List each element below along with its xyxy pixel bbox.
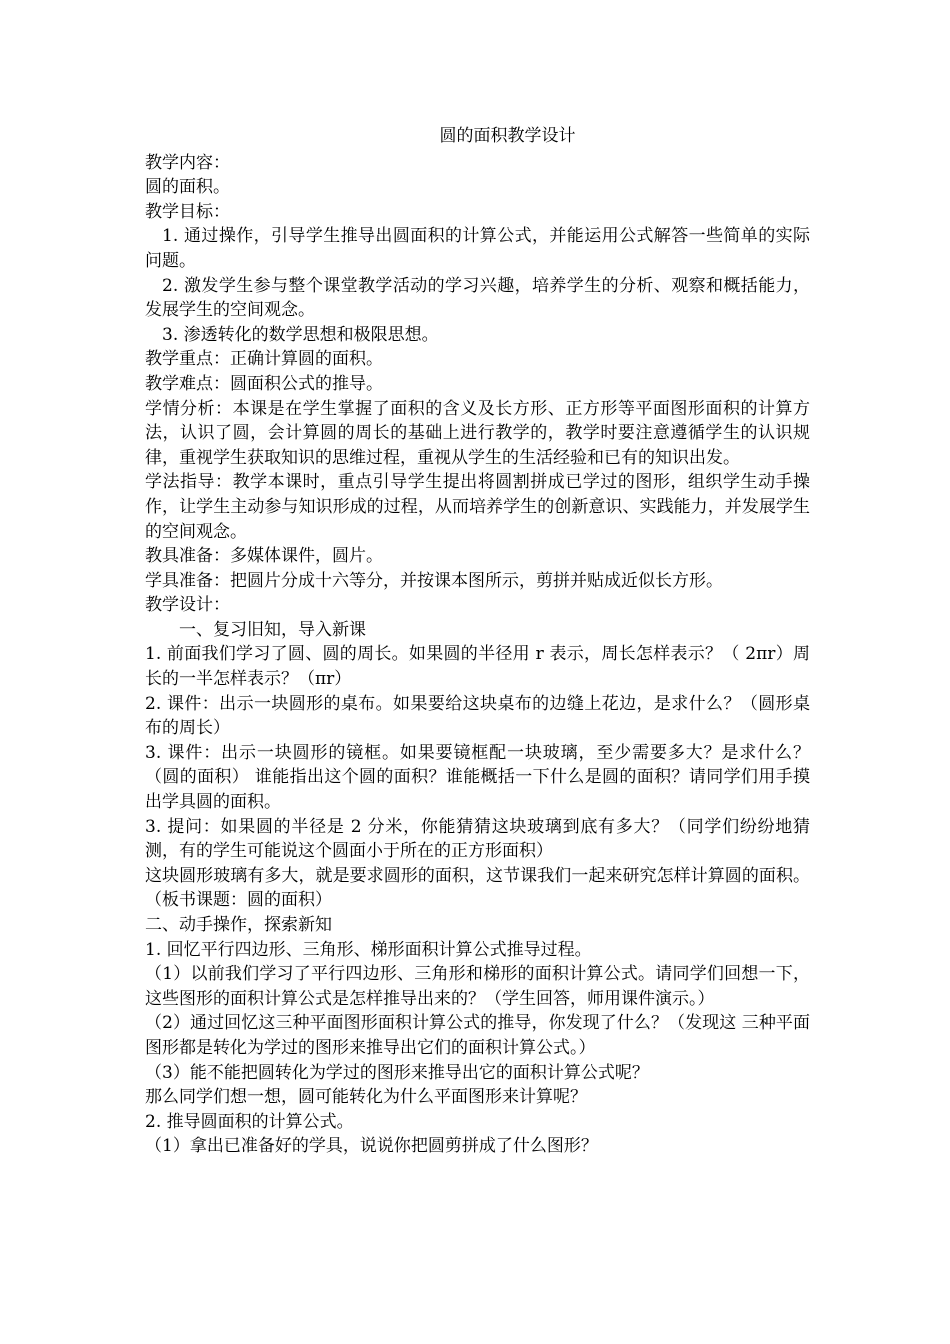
goal-item-3: 3. 渗透转化的数学思想和极限思想。 <box>162 324 439 345</box>
section-heading-1: 一、复习旧知，导入新课 <box>179 619 366 640</box>
section-label-design: 教学设计： <box>145 595 230 616</box>
document-title: 圆的面积教学设计 <box>439 126 576 146</box>
difficult-point: 教学难点：圆面积公式的推导。 <box>145 373 383 394</box>
learning-aids: 学具准备：把圆片分成十六等分，并按课本图所示，剪拼并贴成近似长方形。 <box>145 570 723 591</box>
review-item-1: 1. 前面我们学习了圆、圆的周长。如果圆的半径用 r 表示，周长怎样表示？（ 2πr）周长的一半怎样表示？（πr） <box>145 644 810 690</box>
teaching-aids: 教具准备：多媒体课件，圆片。 <box>145 546 383 567</box>
review-item-4: 3. 提问：如果圆的半径是 2 分米，你能猜猜这块玻璃到底有多大？（同学们纷纷地猜测，有的学生可能说这个圆面小于所在的正方形面积） <box>145 816 810 862</box>
section-label-content: 教学内容： <box>145 152 230 173</box>
review-item-3: 3. 课件：出示一块圆形的镜框。如果要镜框配一块玻璃，至少需要多大？是求什么？（圆的面积） 谁能指出这个圆的面积？谁能概括一下什么是圆的面积？请同学们用手摸出学具圆的面积。 <box>145 742 810 813</box>
review-item-2: 2. 课件：出示一块圆形的桌布。如果要给这块桌布的边缝上花边，是求什么？（圆形桌布的周长） <box>145 693 810 739</box>
explore-subitem-2: （2）通过回忆这三种平面图形面积计算公式的推导，你发现了什么？（发现这 三种平面图形都是转化为学过的图形来推导出它们的面积计算公式。） <box>145 1013 810 1058</box>
key-point: 教学重点：正确计算圆的面积。 <box>145 349 383 370</box>
document-page <box>145 124 810 1159</box>
content-text: 圆的面积。 <box>145 177 230 198</box>
goal-item-2: 2. 激发学生参与整个课堂教学活动的学习兴趣，培养学生的分析、观察和概括能力，发展学生的空间观念。 <box>145 275 810 321</box>
explore-subitem-3: （3）能不能把圆转化为学过的图形来推导出它的面积计算公式呢？ <box>145 1062 649 1083</box>
section-heading-2: 二、动手操作，探索新知 <box>145 915 332 935</box>
goal-item-1: 1. 通过操作，引导学生推导出圆面积的计算公式，并能运用公式解答一些简单的实际问题。 <box>145 226 810 271</box>
student-analysis: 学情分析：本课是在学生掌握了面积的含义及长方形、正方形等平面图形面积的计算方法，认识了圆，会计算圆的周长的基础上进行教学的，教学时要注意遵循学生的认识规律，重视学生获取知识的思维过程，重视从学生的生活经验和已有的知识出发。 <box>145 398 810 468</box>
intro-summary: 这块圆形玻璃有多大，就是要求圆形的面积，这节课我们一起来研究怎样计算圆的面积。（板书课题：圆的面积） <box>145 865 810 911</box>
explore-question: 那么同学们想一想，圆可能转化为什么平面图形来计算呢？ <box>145 1087 587 1108</box>
explore-item-1: 1. 回忆平行四边形、三角形、梯形面积计算公式推导过程。 <box>145 939 592 960</box>
derive-subitem-1: （1）拿出已准备好的学具，说说你把圆剪拼成了什么图形？ <box>145 1136 598 1157</box>
section-label-goals: 教学目标： <box>145 201 230 222</box>
explore-subitem-1: （1）以前我们学习了平行四边形、三角形和梯形的面积计算公式。请同学们回想一下，这些图形的面积计算公式是怎样推导出来的？（学生回答，师用课件演示。） <box>145 964 810 1009</box>
explore-item-2: 2. 推导圆面积的计算公式。 <box>145 1111 354 1132</box>
learning-guidance: 学法指导：教学本课时，重点引导学生提出将圆割拼成已学过的图形，组织学生动手操作，让学生主动参与知识形成的过程，从而培养学生的创新意识、实践能力，并发展学生的空间观念。 <box>145 472 810 542</box>
